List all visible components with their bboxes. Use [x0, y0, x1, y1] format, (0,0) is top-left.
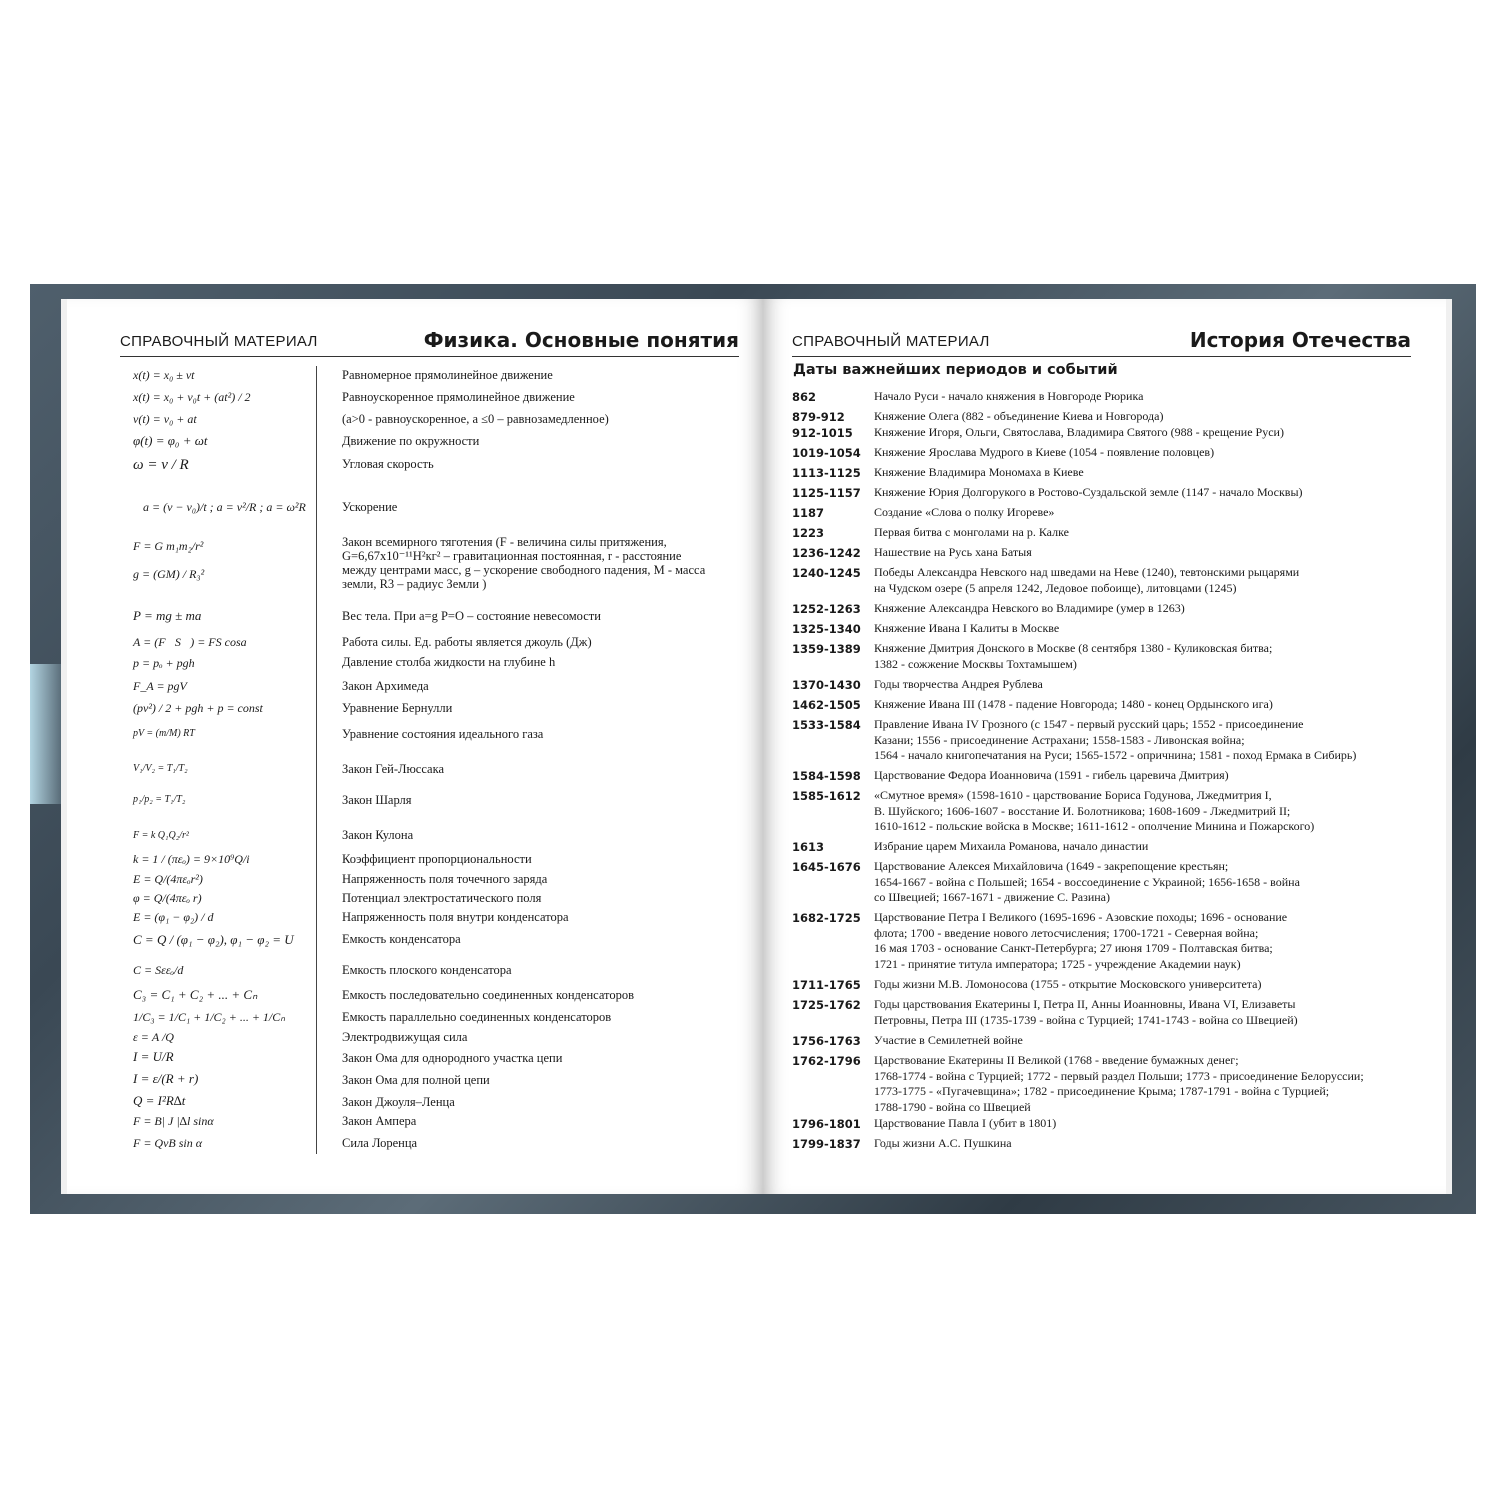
- event-text: Нашествие на Русь хана Батыя: [874, 545, 1032, 559]
- formula-description: Работа силы. Ед. работы является джоуль (Дж): [342, 635, 592, 649]
- event-year: 1762-1796: [792, 1054, 861, 1068]
- event-text: Победы Александра Невского над шведами на Неве (1240), тевтонскими рыцарями на Чудском озере (5 апреля 1242, Ледовое побоище), литовцами (1245): [874, 565, 1300, 595]
- formula-description: Емкость плоского конденсатора: [342, 963, 512, 977]
- formula: P = mg ± ma: [133, 608, 202, 623]
- event-text: Создание «Слова о полку Игореве»: [874, 505, 1055, 519]
- event-text: Избрание царем Михаила Романова, начало династии: [874, 839, 1149, 853]
- event-year: 1325-1340: [792, 622, 861, 636]
- event-year: 1799-1837: [792, 1137, 861, 1151]
- column-divider: [316, 366, 317, 1154]
- event-text: Княжение Ярослава Мудрого в Киеве (1054 - появление половцев): [874, 445, 1215, 459]
- event-year: 1462-1505: [792, 698, 861, 712]
- event-text: Царствование Федора Иоанновича (1591 - гибель царевича Дмитрия): [874, 768, 1229, 782]
- formula-description: Закон Ома для однородного участка цепи: [342, 1051, 563, 1065]
- formula-description: Электродвижущая сила: [342, 1030, 468, 1044]
- formula-description: Коэффициент пропорциональности: [342, 852, 532, 866]
- formula-description: Потенциал электростатического поля: [342, 891, 542, 905]
- event-text: Первая битва с монголами на р. Калке: [874, 525, 1069, 539]
- formula-description: Уравнение состояния идеального газа: [342, 727, 544, 741]
- formula-description: Закон Кулона: [342, 828, 414, 842]
- left-page-label: СПРАВОЧНЫЙ МАТЕРИАЛ: [120, 333, 318, 350]
- formula-description: Закон Ома для полной цепи: [342, 1073, 490, 1087]
- formula-description: между центрами масс, g – ускорение свободного падения, M - масса: [342, 563, 706, 577]
- formula-description: Емкость конденсатора: [342, 932, 461, 946]
- formula: C₃ = C₁ + C₂ + ... + Cₙ: [133, 987, 258, 1002]
- formula: C = Q / (φ₁ − φ₂), φ₁ − φ₂ = U: [133, 932, 294, 947]
- formula: x(t) = x₀ ± vt: [133, 368, 195, 382]
- event-year: 1613: [792, 840, 825, 854]
- formula-description: Равноускоренное прямолинейное движение: [342, 390, 575, 404]
- formula: φ = Q/(4πεₒ r): [133, 891, 202, 905]
- event-text: Княжение Ивана III (1478 - падение Новгорода; 1480 - конец Ордынского ига): [874, 697, 1273, 711]
- formula: F = G m₁m₂/r²: [133, 539, 204, 553]
- event-year: 1019-1054: [792, 446, 861, 460]
- event-year: 1223: [792, 526, 825, 540]
- event-text: Княжение Владимира Мономаха в Киеве: [874, 465, 1084, 479]
- event-text: Правление Ивана IV Грозного (с 1547 - первый русский царь; 1552 - присоединение Казани; 1556 - присоединение Астрахани; 1558-1583 - Ливонская война; 1564 - начало книгопечатания на Руси; 1565-1572 - опричнина; 1581 - поход Ермака в Сибирь): [874, 717, 1357, 762]
- event-year: 1236-1242: [792, 546, 861, 560]
- event-year: 879-912: [792, 410, 845, 424]
- formula: (pv²) / 2 + pgh + p = const: [133, 701, 263, 715]
- event-year: 1187: [792, 506, 825, 520]
- event-text: Княжение Олега (882 - объединение Киева и Новгорода): [874, 409, 1164, 423]
- event-text: Годы творчества Андрея Рублева: [874, 677, 1043, 691]
- event-year: 1682-1725: [792, 911, 861, 925]
- formula: V₁/V₂ = T₁/T₂: [133, 763, 188, 774]
- formula: ε = A /Q: [133, 1030, 174, 1044]
- formula: F = k Q₁Q₂/r²: [133, 830, 189, 841]
- event-year: 1756-1763: [792, 1034, 861, 1048]
- event-text: Годы жизни А.С. Пушкина: [874, 1136, 1012, 1150]
- formula: E = (φ₁ − φ₂) / d: [133, 910, 214, 924]
- formula-description: Закон Ампера: [342, 1114, 417, 1128]
- event-text: Княжение Юрия Долгорукого в Ростово-Суздальской земле (1147 - начало Москвы): [874, 485, 1303, 499]
- history-subtitle: Даты важнейших периодов и событий: [793, 362, 1118, 378]
- event-year: 1585-1612: [792, 789, 861, 803]
- event-year: 1113-1125: [792, 466, 861, 480]
- right-page-header: [792, 328, 1411, 357]
- left-page-header: [120, 328, 739, 357]
- event-text: Участие в Семилетней войне: [874, 1033, 1023, 1047]
- formula-description: Закон всемирного тяготения (F - величина силы притяжения,: [342, 535, 667, 549]
- formula: F = QvB sin α: [133, 1136, 203, 1150]
- formula: A = (F⃗S⃗) = FS cosa: [133, 635, 247, 649]
- formula: C = Sεεₒ/d: [133, 963, 184, 977]
- formula-description: Закон Шарля: [342, 793, 412, 807]
- formula: I = ε/(R + r): [133, 1071, 199, 1086]
- event-text: Княжение Ивана I Калиты в Москве: [874, 621, 1060, 635]
- event-text: Царствование Алексея Михайловича (1649 - закрепощение крестьян; 1654-1667 - война с Польшей; 1654 - воссоединение с Украиной; 1656-1658 - война со Швецией; 1667-1671 - движение С. Разина): [874, 859, 1300, 904]
- formula-description: Напряженность поля точечного заряда: [342, 872, 548, 886]
- formula-description: Движение по окружности: [342, 434, 480, 448]
- formula-description: Равномерное прямолинейное движение: [342, 368, 553, 382]
- event-year: 1252-1263: [792, 602, 861, 616]
- formula: F_A = pgV: [133, 679, 187, 693]
- event-year: 1370-1430: [792, 678, 861, 692]
- formula-description: Емкость параллельно соединенных конденсаторов: [342, 1010, 612, 1024]
- formula: Q = I²R∆t: [133, 1093, 186, 1108]
- formula-description: G=6,67x10⁻¹¹Н²кг² – гравитационная постоянная, r - расстояние: [342, 549, 682, 563]
- event-text: Царствование Екатерины II Великой (1768 - введение бумажных денег; 1768-1774 - война с Турцией; 1772 - первый раздел Польши; 1773 - присоединение Белоруссии; 1773-1775 - «Пугачевщина»; 1782 - присоединение Крыма; 1787-1791 - война с Турцией; 1788-1790 - война со Швецией: [874, 1053, 1364, 1114]
- formula-description: Закон Джоуля–Ленца: [342, 1095, 455, 1109]
- formula: a = (v − v₀)/t ; a = v²/R ; a = ω²R: [143, 500, 306, 514]
- event-text: Княжение Дмитрия Донского в Москве (8 сентября 1380 - Куликовская битва; 1382 - сожжение Москвы Тохтамышем): [874, 641, 1273, 671]
- event-text: «Смутное время» (1598-1610 - царствование Бориса Годунова, Лжедмитрия I, В. Шуйского; 1606-1607 - восстание И. Болотникова; 1608-1609 - Лжедмитрий II; 1610-1612 - польские войска в Москве; 1611-1612 - ополчение Минина и Пожарского): [874, 788, 1315, 833]
- event-year: 1711-1765: [792, 978, 861, 992]
- formula-description: Емкость последовательно соединенных конденсаторов: [342, 988, 635, 1002]
- formula: F = B| J |∆l sinα: [133, 1114, 214, 1128]
- event-year: 1125-1157: [792, 486, 861, 500]
- right-page-label: СПРАВОЧНЫЙ МАТЕРИАЛ: [792, 333, 990, 350]
- formula: g = (GM) / R₃²: [133, 567, 205, 581]
- event-year: 1359-1389: [792, 642, 861, 656]
- formula: 1/C₃ = 1/C₁ + 1/C₂ + ... + 1/Cₙ: [133, 1010, 286, 1024]
- left-page-title: Физика. Основные понятия: [423, 328, 739, 352]
- formula: I = U/R: [133, 1049, 174, 1064]
- formula-description: Угловая скорость: [342, 457, 434, 471]
- formula-description: (a>0 - равноускоренное, a ≤0 – равнозамедленное): [342, 412, 609, 426]
- event-year: 912-1015: [792, 426, 853, 440]
- event-year: 862: [792, 390, 817, 404]
- event-year: 1796-1801: [792, 1117, 861, 1131]
- event-text: Княжение Александра Невского во Владимире (умер в 1263): [874, 601, 1185, 615]
- event-text: Княжение Игоря, Ольги, Святослава, Владимира Святого (988 - крещение Руси): [874, 425, 1284, 439]
- formula: x(t) = x₀ + v₀t + (at²) / 2: [133, 390, 251, 404]
- formula: v(t) = v₀ + at: [133, 412, 197, 426]
- event-text: Годы жизни М.В. Ломоносова (1755 - открытие Московского университета): [874, 977, 1262, 991]
- formula-description: Закон Архимеда: [342, 679, 429, 693]
- event-year: 1645-1676: [792, 860, 861, 874]
- event-year: 1240-1245: [792, 566, 861, 580]
- formula: p = pₒ + pgh: [133, 656, 195, 670]
- event-text: Начало Руси - начало княжения в Новгороде Рюрика: [874, 389, 1144, 403]
- formula: k = 1 / (πεₒ) = 9×10⁹Q/i: [133, 852, 250, 866]
- event-text: Годы царствования Екатерины I, Петра II, Анны Иоанновны, Ивана VI, Елизаветы Петровны, Петра III (1735-1739 - война с Турцией; 1741-1743 - война со Швецией): [874, 997, 1298, 1027]
- formula-description: Закон Гей-Люссака: [342, 762, 445, 776]
- right-page-title: История Отечества: [1189, 328, 1411, 352]
- formula-description: Вес тела. При a=g P=O – состояние невесомости: [342, 609, 601, 623]
- event-year: 1533-1584: [792, 718, 861, 732]
- formula-description: Давление столба жидкости на глубине h: [342, 655, 556, 669]
- formula: φ(t) = φ₀ + ωt: [133, 433, 208, 448]
- event-year: 1725-1762: [792, 998, 861, 1012]
- event-text: Царствование Павла I (убит в 1801): [874, 1116, 1057, 1130]
- event-year: 1584-1598: [792, 769, 861, 783]
- formula-description: Напряженность поля внутри конденсатора: [342, 910, 569, 924]
- formula: pV = (m/M) RT: [133, 728, 195, 739]
- formula: ω = v / R: [133, 457, 189, 473]
- formula-description: земли, R3 – радиус Земли ): [342, 577, 487, 591]
- formula: E = Q/(4πεₒr²): [133, 872, 203, 886]
- formula: p₁/p₂ = T₁/T₂: [133, 794, 186, 805]
- formula-description: Ускорение: [342, 500, 398, 514]
- formula-description: Сила Лоренца: [342, 1136, 418, 1150]
- formula-description: Уравнение Бернулли: [342, 701, 453, 715]
- event-text: Царствование Петра I Великого (1695-1696 - Азовские походы; 1696 - основание флота; 1700 - введение нового летосчисления; 1700-1721 - Северная война; 16 мая 1703 - основание Санкт-Петербурга; 27 июня 1709 - Полтавская битва; 1721 - принятие титула императора; 1725 - учреждение Академии наук): [874, 910, 1288, 971]
